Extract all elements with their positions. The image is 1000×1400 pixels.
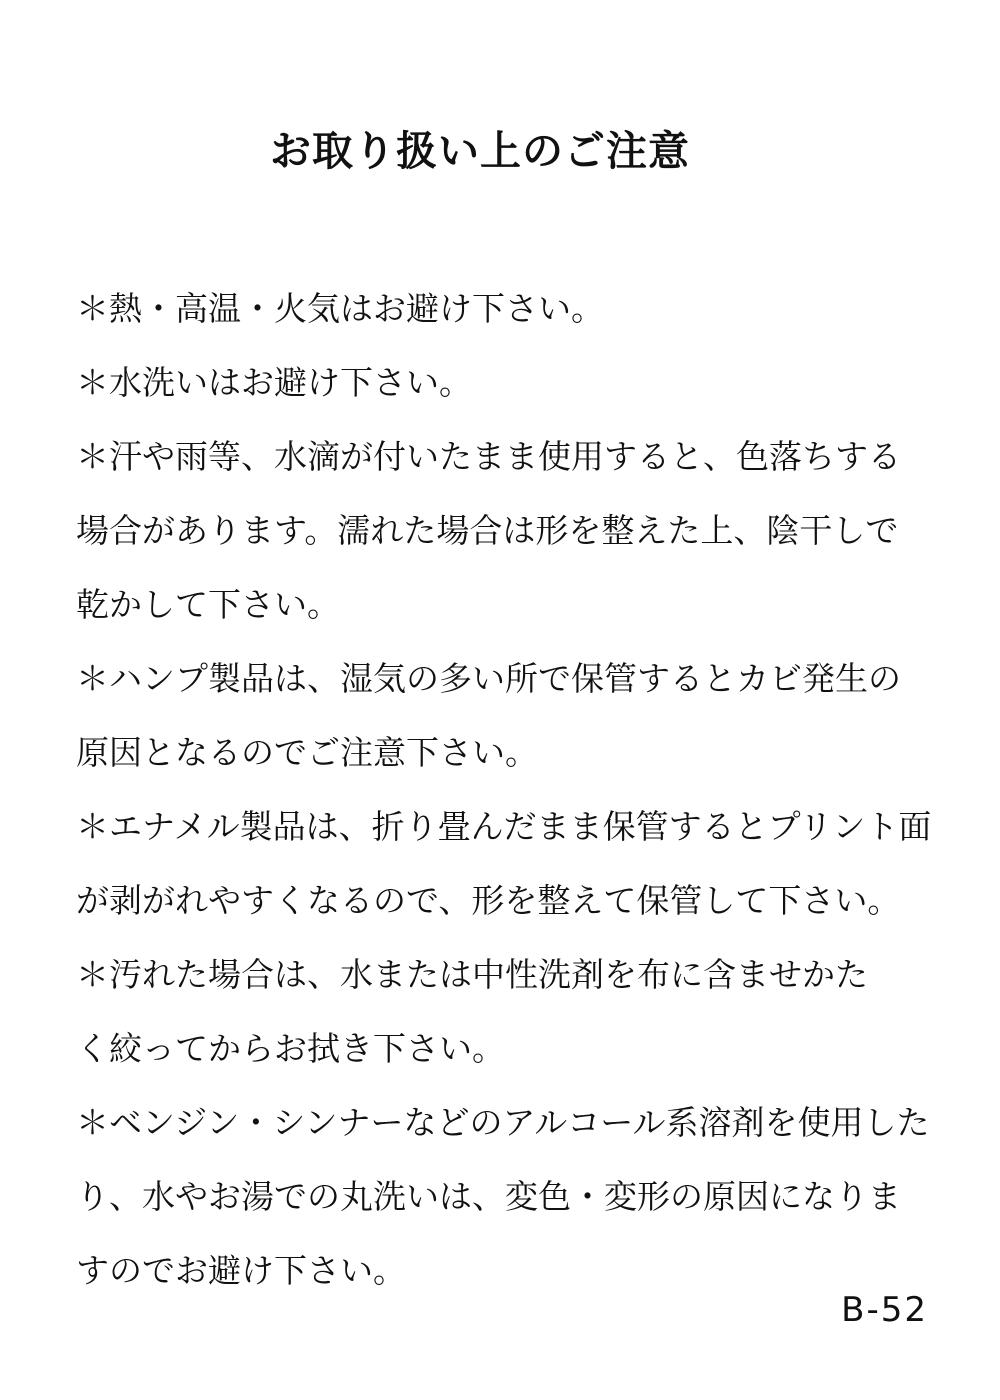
notice-item <box>76 938 976 1086</box>
document-code: B-52 <box>841 1290 928 1330</box>
notice-item <box>76 1086 976 1308</box>
notice-line: ＊汚れた場合は、水または中性洗剤を布に含ませかた <box>76 955 868 994</box>
notice-list <box>76 272 976 1308</box>
notice-line: ＊熱・高温・火気はお避け下さい。 <box>76 289 604 328</box>
notice-line: ＊水洗いはお避け下さい。 <box>76 363 472 402</box>
notice-line: ＊ハンプ製品は、湿気の多い所で保管するとカビ発生の <box>76 659 901 698</box>
notice-line: 原因となるのでご注意下さい。 <box>76 733 538 772</box>
notice-line: すのでお避け下さい。 <box>76 1251 406 1290</box>
notice-line: 場合があります。濡れた場合は形を整えた上、陰干しで <box>76 511 899 550</box>
notice-line: ＊汗や雨等、水滴が付いたまま使用すると、色落ちする <box>76 437 901 476</box>
notice-line: く絞ってからお拭き下さい。 <box>76 1029 505 1068</box>
page-title: お取り扱い上のご注意 <box>270 127 690 175</box>
notice-line: ＊エナメル製品は、折り畳んだまま保管するとプリント面 <box>76 807 932 846</box>
notice-item <box>76 272 976 346</box>
notice-line: 乾かして下さい。 <box>76 585 340 624</box>
notice-item <box>76 642 976 790</box>
notice-line: り、水やお湯での丸洗いは、変色・変形の原因になりま <box>76 1177 901 1216</box>
notice-item <box>76 346 976 420</box>
notice-item <box>76 420 976 642</box>
notice-line: ＊ベンジン・シンナーなどのアルコール系溶剤を使用した <box>76 1103 930 1142</box>
notice-line: が剥がれやすくなるので、形を整えて保管して下さい。 <box>76 881 901 920</box>
notice-item <box>76 790 976 938</box>
